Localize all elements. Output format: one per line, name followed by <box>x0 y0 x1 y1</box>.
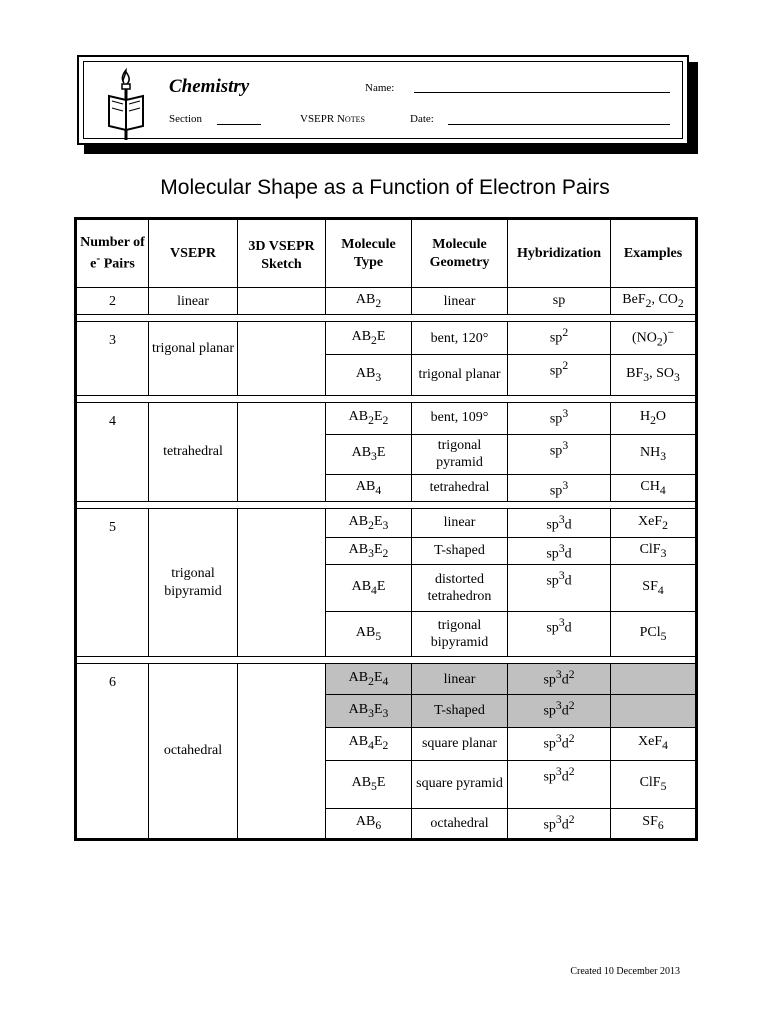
molecule-geometry-cell: linear <box>412 664 508 695</box>
table-row <box>77 288 696 315</box>
molecule-geometry-cell: linear <box>412 288 508 315</box>
molecule-geometry-cell: trigonal pyramid <box>412 434 508 474</box>
notes-label: VSEPR Notes <box>300 113 365 125</box>
examples-cell: XeF$_2$ <box>611 508 696 537</box>
molecule-type-cell: $AB_2E$ <box>326 322 412 355</box>
molecule-type-cell: $AB_4E$ <box>326 565 412 612</box>
molecule-type-cell: $AB_3E_3$ <box>326 695 412 727</box>
hybridization-cell: $sp^3d$ <box>508 612 611 657</box>
examples-cell: $NH_3$ <box>611 434 696 474</box>
vsepr-table <box>74 217 698 841</box>
molecule-geometry-cell: tetrahedral <box>412 474 508 501</box>
hybridization-cell: $sp^3$ <box>508 474 611 501</box>
name-field[interactable] <box>414 92 670 93</box>
header-inner-border <box>83 61 683 139</box>
molecule-type-cell: $AB_4E_2$ <box>326 727 412 760</box>
section-field[interactable] <box>217 124 261 125</box>
hybridization-cell: $sp^3d$ <box>508 537 611 564</box>
molecule-type-cell: $AB_5E$ <box>326 760 412 808</box>
section-label: Section <box>169 113 202 125</box>
hybridization-cell: $sp^2$ <box>508 322 611 355</box>
pairs-cell: 5 <box>77 508 149 656</box>
molecule-type-cell: $AB_2E_3$ <box>326 508 412 537</box>
hybridization-cell: $sp^3d^2$ <box>508 727 611 760</box>
molecule-geometry-cell: T-shaped <box>412 695 508 727</box>
hybridization-cell: $sp^2$ <box>508 355 611 395</box>
pairs-cell: 3 <box>77 322 149 395</box>
examples-cell: ClF$_3$ <box>611 537 696 564</box>
col-header-vsepr: VSEPR <box>149 220 238 288</box>
sketch-cell[interactable] <box>238 402 326 501</box>
group-separator <box>77 395 696 402</box>
examples-cell: $SF_6$ <box>611 808 696 838</box>
molecule-type-cell: $AB_3E_2$ <box>326 537 412 564</box>
col-header-type: Molecule Type <box>326 220 412 288</box>
vsepr-cell: linear <box>149 288 238 315</box>
pairs-cell: 2 <box>77 288 149 315</box>
molecule-type-cell: $AB_2$ <box>326 288 412 315</box>
sketch-cell[interactable] <box>238 322 326 395</box>
col-header-examples: Examples <box>611 220 696 288</box>
subject-title: Chemistry <box>169 76 250 97</box>
footer-created-date: Created 10 December 2013 <box>570 966 680 977</box>
worksheet-header <box>77 55 689 145</box>
col-header-sketch: 3D VSEPR Sketch <box>238 220 326 288</box>
molecule-geometry-cell: linear <box>412 508 508 537</box>
sketch-cell[interactable] <box>238 664 326 839</box>
col-header-pairs: Number of e- Pairs <box>77 220 149 288</box>
examples-cell: $H_2O$ <box>611 402 696 434</box>
separator-cell <box>77 501 696 508</box>
hybridization-cell: $sp^3d^2$ <box>508 808 611 838</box>
molecule-type-cell: $AB_4$ <box>326 474 412 501</box>
examples-cell: ClF$_5$ <box>611 760 696 808</box>
molecule-geometry-cell: square pyramid <box>412 760 508 808</box>
hybridization-cell: $sp^3d^2$ <box>508 695 611 727</box>
col-header-geometry: Molecule Geometry <box>412 220 508 288</box>
molecule-geometry-cell: bent, 109° <box>412 402 508 434</box>
vsepr-cell: octahedral <box>149 664 238 839</box>
table-header-row <box>77 220 696 288</box>
molecule-geometry-cell: octahedral <box>412 808 508 838</box>
hybridization-cell: $sp^3d$ <box>508 565 611 612</box>
date-label: Date: <box>410 113 434 125</box>
examples-cell <box>611 695 696 727</box>
col-header-hybrid: Hybridization <box>508 220 611 288</box>
examples-cell: BeF$_2$, $CO_2$ <box>611 288 696 315</box>
hybridization-cell: $sp^3d$ <box>508 508 611 537</box>
examples-cell: XeF$_4$ <box>611 727 696 760</box>
pairs-cell: 6 <box>77 664 149 839</box>
page-title: Molecular Shape as a Function of Electron Pairs <box>160 176 610 199</box>
molecule-type-cell: $AB_3$ <box>326 355 412 395</box>
examples-cell: $(NO_2)^-$ <box>611 322 696 355</box>
name-label: Name: <box>365 82 395 94</box>
sketch-cell[interactable] <box>238 508 326 656</box>
molecule-type-cell: $AB_5$ <box>326 612 412 657</box>
examples-cell: PCl$_5$ <box>611 612 696 657</box>
table-row <box>77 508 696 537</box>
separator-cell <box>77 395 696 402</box>
separator-cell <box>77 315 696 322</box>
vsepr-cell: tetrahedral <box>149 402 238 501</box>
hybridization-cell: $sp^3d^2$ <box>508 760 611 808</box>
table-row <box>77 664 696 695</box>
table-row <box>77 322 696 355</box>
pairs-cell: 4 <box>77 402 149 501</box>
hybridization-cell: $sp^3$ <box>508 402 611 434</box>
molecule-type-cell: $AB_2E_2$ <box>326 402 412 434</box>
group-separator <box>77 657 696 664</box>
molecule-geometry-cell: square planar <box>412 727 508 760</box>
examples-cell <box>611 664 696 695</box>
sketch-cell[interactable] <box>238 288 326 315</box>
group-separator <box>77 315 696 322</box>
molecule-geometry-cell: bent, 120° <box>412 322 508 355</box>
date-field[interactable] <box>448 124 670 125</box>
examples-cell: $SF_4$ <box>611 565 696 612</box>
examples-cell: $BF_3$, $SO_3$ <box>611 355 696 395</box>
molecule-geometry-cell: distorted tetrahedron <box>412 565 508 612</box>
table-row <box>77 402 696 434</box>
molecule-type-cell: $AB_3E$ <box>326 434 412 474</box>
hybridization-cell: $sp^3$ <box>508 434 611 474</box>
molecule-geometry-cell: trigonal planar <box>412 355 508 395</box>
vsepr-cell: trigonal bipyramid <box>149 508 238 656</box>
vsepr-cell: trigonal planar <box>149 322 238 395</box>
torch-book-icon <box>106 68 146 142</box>
examples-cell: $CH_4$ <box>611 474 696 501</box>
molecule-geometry-cell: T-shaped <box>412 537 508 564</box>
molecule-geometry-cell: trigonal bipyramid <box>412 612 508 657</box>
molecule-type-cell: $AB_2E_4$ <box>326 664 412 695</box>
group-separator <box>77 501 696 508</box>
molecule-type-cell: $AB_6$ <box>326 808 412 838</box>
separator-cell <box>77 657 696 664</box>
hybridization-cell: $sp^3d^2$ <box>508 664 611 695</box>
hybridization-cell: sp <box>508 288 611 315</box>
